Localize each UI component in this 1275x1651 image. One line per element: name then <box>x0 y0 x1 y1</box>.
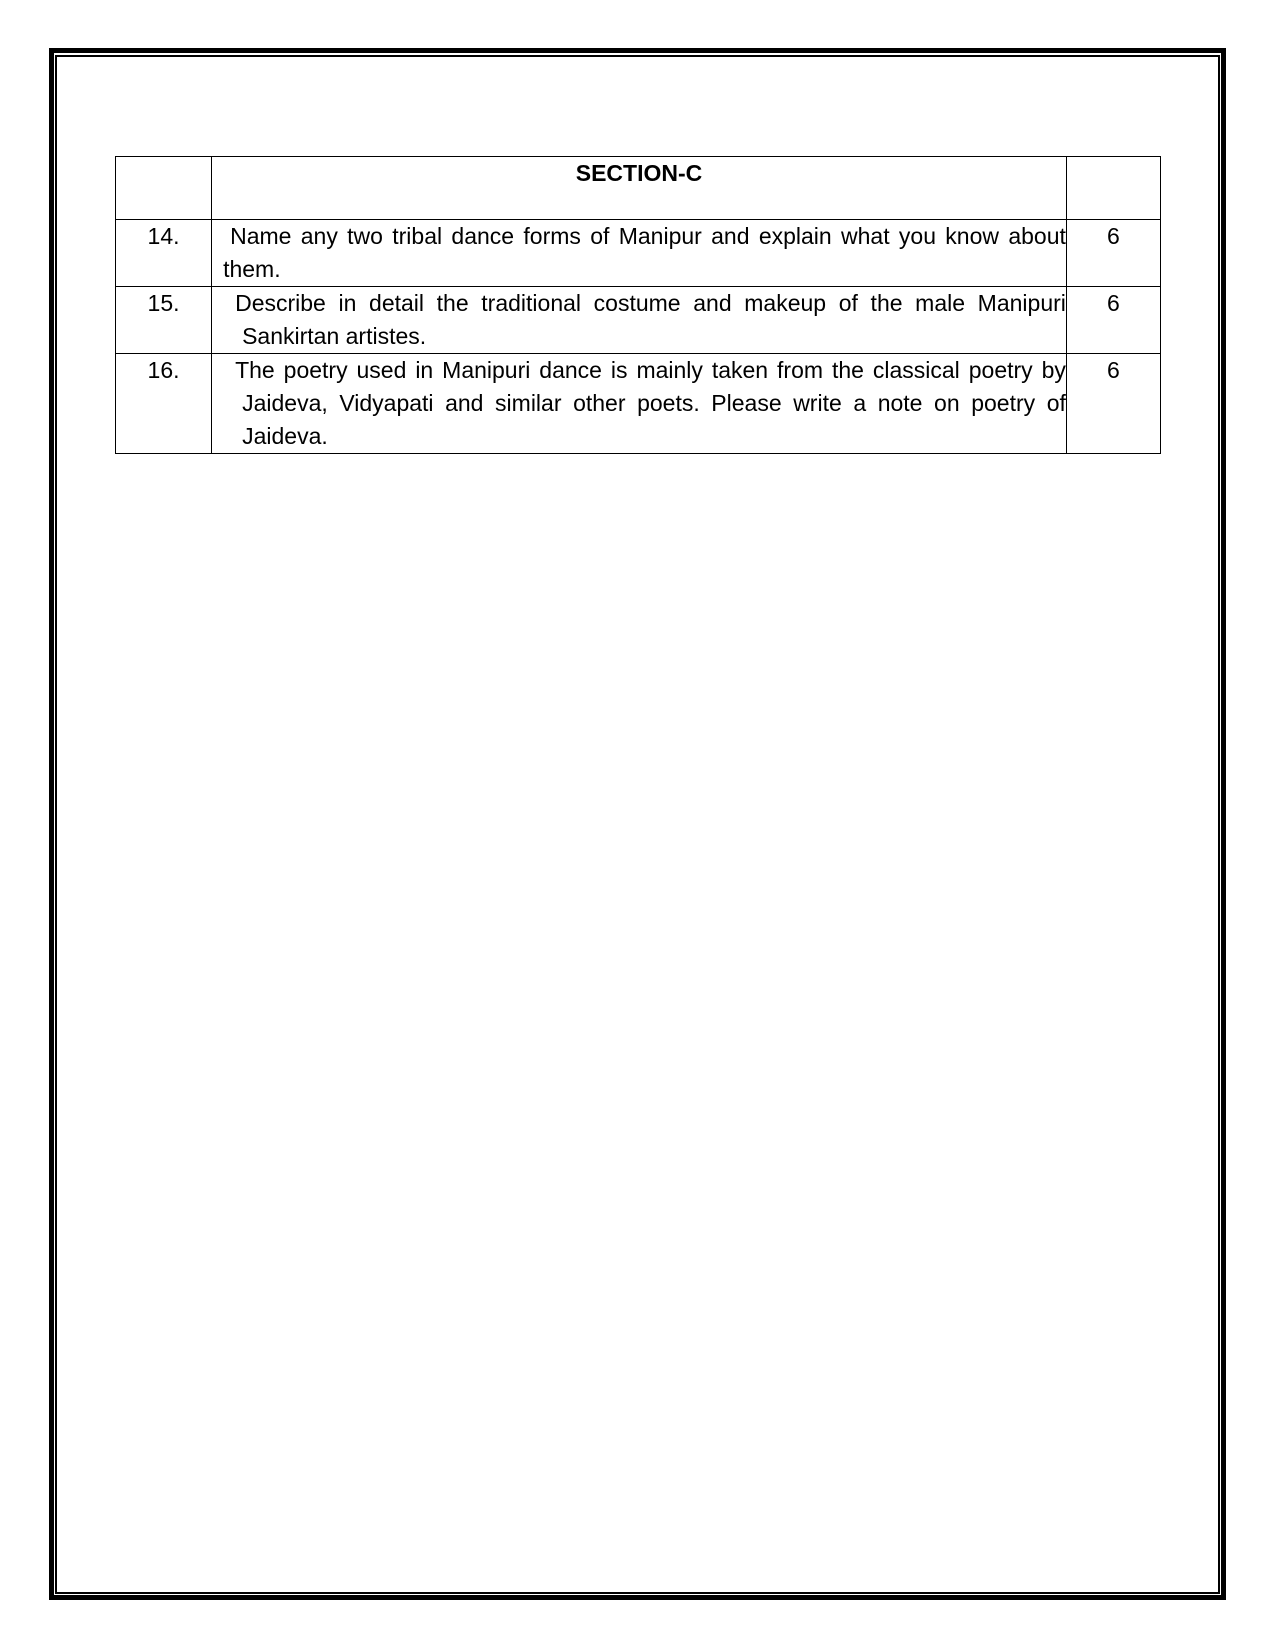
section-title: SECTION-C <box>212 157 1067 220</box>
question-marks: 6 <box>1066 220 1160 287</box>
question-table <box>115 156 1161 454</box>
question-row <box>116 287 1161 354</box>
question-text: Describe in detail the traditional costume and makeup of the male Manipuri Sankirtan artistes. <box>212 287 1067 354</box>
question-number: 16. <box>116 354 212 454</box>
question-number: 15. <box>116 287 212 354</box>
question-row <box>116 220 1161 287</box>
header-marks-cell <box>1066 157 1160 220</box>
question-marks: 6 <box>1066 287 1160 354</box>
question-row <box>116 354 1161 454</box>
header-number-cell <box>116 157 212 220</box>
question-text: The poetry used in Manipuri dance is mainly taken from the classical poetry by Jaideva, Vidyapati and similar other poets. Please write a note on poetry of Jaideva. <box>212 354 1067 454</box>
question-number: 14. <box>116 220 212 287</box>
section-header-row <box>116 157 1161 220</box>
question-marks: 6 <box>1066 354 1160 454</box>
question-text: Name any two tribal dance forms of Manipur and explain what you know about them. <box>212 220 1067 287</box>
